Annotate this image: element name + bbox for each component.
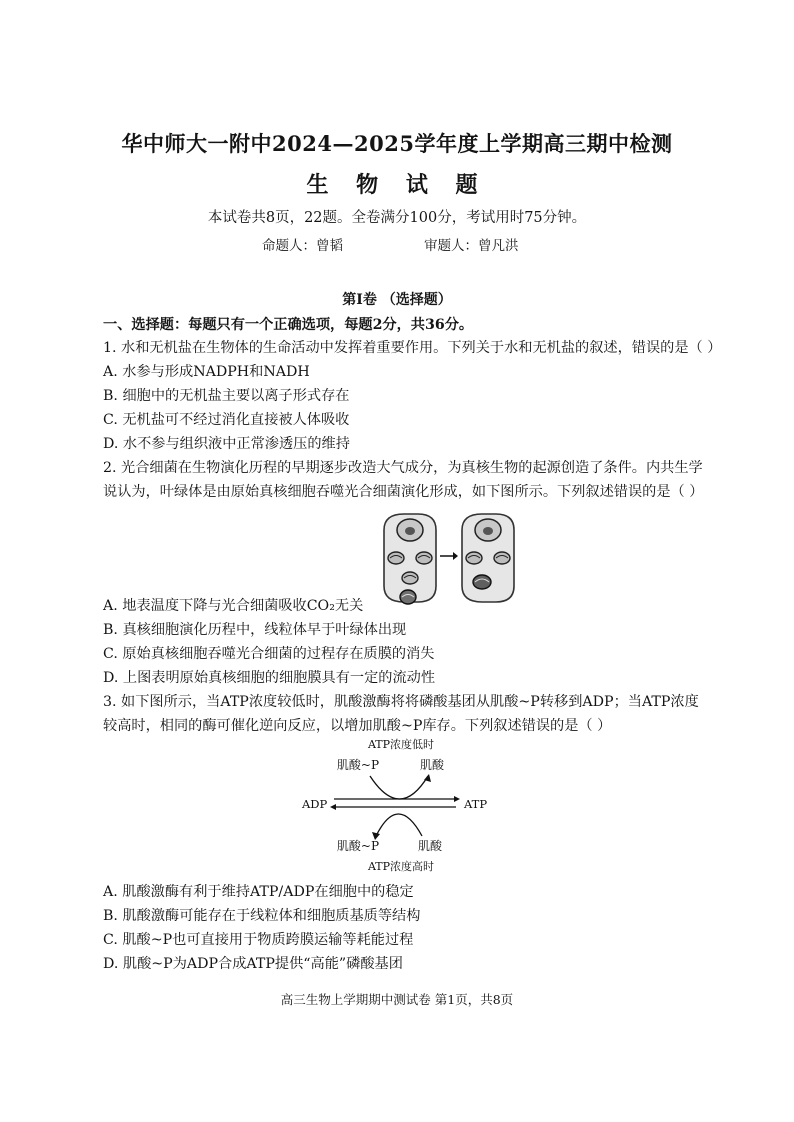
q1-option-c: C. 无机盐可不经过消化直接被人体吸收 [103,412,350,428]
q2-option-c: C. 原始真核细胞吞噬光合细菌的过程存在质膜的消失 [103,646,435,662]
page-footer: 高三生物上学期期中测试卷 第1页，共8页 [280,992,514,1007]
section-instruction: 一、选择题：每题只有一个正确选项，每题2分，共36分。 [103,317,474,333]
subject-title: 生 物 试 题 [306,172,488,198]
section-title: 第Ⅰ卷 （选择题） [342,292,452,308]
q3-option-d: D. 肌酸~P为ADP合成ATP提供“高能”磷酸基团 [103,956,403,972]
q3-option-b: B. 肌酸激酶可能存在于线粒体和细胞质基质等结构 [103,908,421,924]
question-2-stem-line-1: 2. 光合细菌在生物演化历程的早期逐步改造大气成分，为真核生物的起源创造了条件。内共生学 [103,460,703,476]
exam-info: 本试卷共8页，22题。全卷满分100分，考试用时75分钟。 [207,210,587,226]
diagram-bottom-left: 肌酸~P [336,839,380,853]
diagram-top-label: ATP浓度低时 [367,738,435,751]
question-3-stem-line-2: 较高时，相同的酶可催化逆向反应，以增加肌酸~P库存。下列叙述错误的是（ ） [103,718,612,734]
question-3-stem-line-1: 3. 如下图所示，当ATP浓度较低时，肌酸激酶将将磷酸基团从肌酸~P转移到ADP；当ATP浓度 [103,694,699,710]
proposer: 命题人：曾韬 [262,238,343,254]
reviewer: 审题人：曾凡洪 [424,238,519,254]
q1-option-a: A. 水参与形成NADPH和NADH [103,364,310,380]
question-1-stem: 1. 水和无机盐在生物体的生命活动中发挥着重要作用。下列关于水和无机盐的叙述，错误的是（ ） [103,340,722,356]
q1-option-b: B. 细胞中的无机盐主要以离子形式存在 [103,388,350,404]
diagram-top-left: 肌酸~P [336,758,380,772]
diagram-right-atp: ATP [464,797,488,811]
q2-option-a: A. 地表温度下降与光合细菌吸收CO₂无关 [103,598,364,614]
endosymbiosis-figure [378,508,520,608]
diagram-bottom-label: ATP浓度高时 [367,860,435,873]
question-2-stem-line-2: 说认为，叶绿体是由原始真核细胞吞噬光合细菌演化形成，如下图所示。下列叙述错误的是（ ） [103,484,704,500]
diagram-top-right: 肌酸 [419,758,445,772]
q3-option-c: C. 肌酸~P也可直接用于物质跨膜运输等耗能过程 [103,932,414,948]
q2-option-b: B. 真核细胞演化历程中，线粒体早于叶绿体出现 [103,622,407,638]
q1-option-d: D. 水不参与组织液中正常渗透压的维持 [103,436,350,452]
diagram-left-adp: ADP [302,797,328,811]
creatine-kinase-diagram [296,736,506,876]
exam-title: 华中师大一附中2024—2025学年度上学期高三期中检测 [121,131,673,156]
q2-option-d: D. 上图表明原始真核细胞的细胞膜具有一定的流动性 [103,670,436,686]
q3-option-a: A. 肌酸激酶有利于维持ATP/ADP在细胞中的稳定 [103,884,414,900]
diagram-bottom-right: 肌酸 [417,839,443,853]
